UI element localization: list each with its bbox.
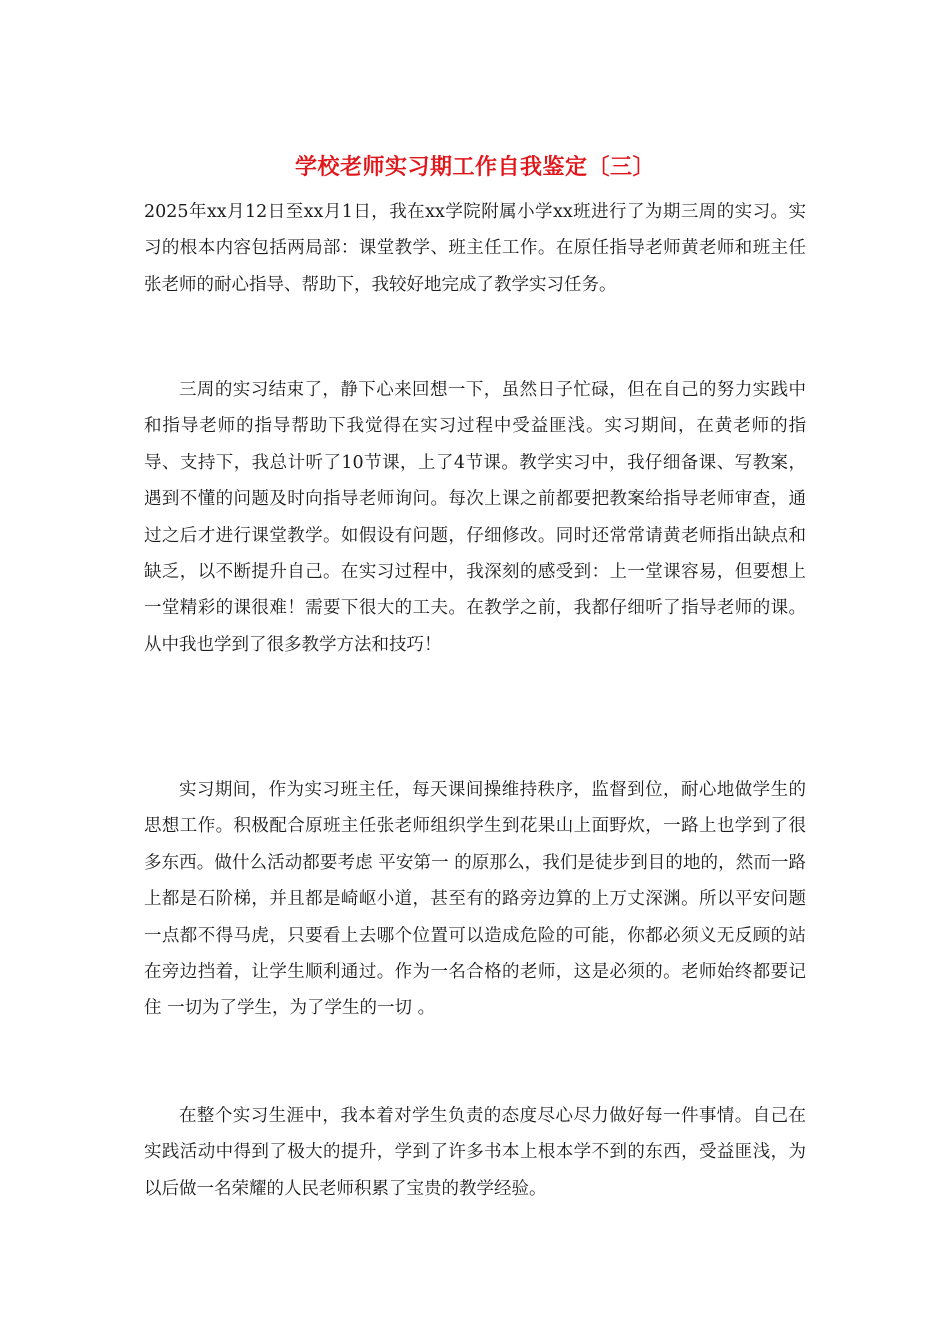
paragraph-conclusion: 在整个实习生涯中，我本着对学生负责的态度尽心尽力做好每一件事情。自己在实践活动中得到了极大的提升，学到了许多书本上根本学不到的东西，受益匪浅，为以后做一名荣耀的人民老师积累了宝贵的教学经验。 [144, 1106, 806, 1199]
paragraph-intro: 2025年xx月12日至xx月1日，我在xx学院附属小学xx班进行了为期三周的实习。实习的根本内容包括两局部：课堂教学、班主任工作。在原任指导老师黄老师和班主任张老师的耐心指导、帮助下，我较好地完成了教学实习任务。 [144, 202, 806, 295]
document-title: 学校老师实习期工作自我鉴定〔三〕 [294, 155, 655, 180]
paragraph-teaching: 三周的实习结束了，静下心来回想一下，虽然日子忙碌，但在自己的努力实践中和指导老师的指导帮助下我觉得在实习过程中受益匪浅。实习期间，在黄老师的指导、支持下，我总计听了10节课，上了4节课。教学实习中，我仔细备课、写教案，遇到不懂的问题及时向指导老师询问。每次上课之前都要把教案给指导老师审查，通过之后才进行课堂教学。如假设有问题，仔细修改。同时还常常请黄老师指出缺点和缺乏，以不断提升自己。在实习过程中，我深刻的感受到：上一堂课容易，但要想上一堂精彩的课很难！需要下很大的工夫。在教学之前，我都仔细听了指导老师的课。从中我也学到了很多教学方法和技巧！ [144, 380, 806, 655]
paragraph-class-teacher: 实习期间，作为实习班主任，每天课间操维持秩序，监督到位，耐心地做学生的思想工作。积极配合原班主任张老师组织学生到花果山上面野炊，一路上也学到了很多东西。做什么活动都要考虑 平安第一 的原那么，我们是徒步到目的地的，然而一路上都是石阶梯，并且都是崎岖小道，甚至有的路旁边算的上万丈深渊。所以平安问题一点都不得马虎，只要看上去哪个位置可以造成危险的可能，你都必须义无反顾的站在旁边挡着，让学生顺利通过。作为一名合格的老师，这是必须的。老师始终都要记住 一切为了学生，为了学生的一切 。 [144, 780, 806, 1019]
